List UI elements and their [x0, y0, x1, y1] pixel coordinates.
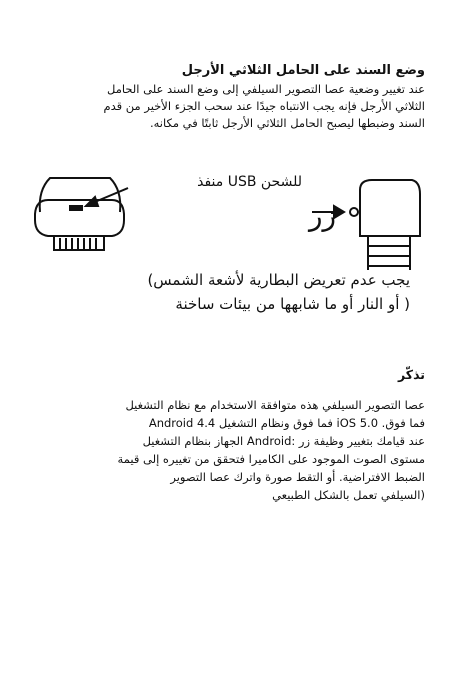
charging-unit-icon: [35, 178, 124, 250]
usb-port-label: للشحن USB منفذ: [197, 174, 302, 190]
reminder-line-1: عصا التصوير السيلفي هذه متوافقة الاستخدام مع نظام التشغيل: [125, 398, 425, 412]
reminder-line-5: الضبط الافتراضية. أو التقط صورة واترك عصا التصوير: [170, 470, 425, 484]
tripod-heading: وضع السند على الحامل الثلاثي الأرجل: [181, 63, 425, 78]
tripod-section: [40, 62, 425, 132]
usb-arrow-icon: [86, 188, 128, 206]
tripod-line-1: عند تغيير وضعية عصا التصوير السيلفي إلى وضع السند على الحامل: [106, 82, 425, 96]
reminder-heading: تذكّر: [398, 367, 425, 382]
reminder-line-6: (السيلفي تعمل بالشكل الطبيعي: [272, 488, 425, 502]
reminder-line-3: عند قيامك بتغيير وظيفة زر :Android الجهاز بنظام التشغيل: [142, 434, 425, 448]
reminder-line-4: مستوى الصوت الموجود على الكاميرا فتحقق من تغييره إلى قيمة: [117, 452, 425, 466]
warning-line-1: يجب عدم تعريض البطارية لأشعة الشمس): [147, 271, 410, 289]
reminder-section: [40, 368, 425, 504]
tripod-line-2: الثلاثي الأرجل فإنه يجب الانتباه جيدًا عند سحب الجزء الأخير من قدم: [103, 99, 425, 113]
button-label: زر: [308, 199, 336, 232]
selfie-stick-icon: [350, 180, 420, 270]
tripod-line-3: السند وضبطها ليصبح الحامل الثلاثي الأرجل ثابتًا في مكانه.: [149, 116, 425, 130]
battery-warning: [40, 268, 410, 316]
reminder-line-2: فما فوق. iOS 5.0 فما فوق ونظام التشغيل Android 4.4: [148, 416, 425, 430]
warning-line-2: ( أو النار أو ما شابهها من بيئات ساخنة: [175, 295, 410, 313]
